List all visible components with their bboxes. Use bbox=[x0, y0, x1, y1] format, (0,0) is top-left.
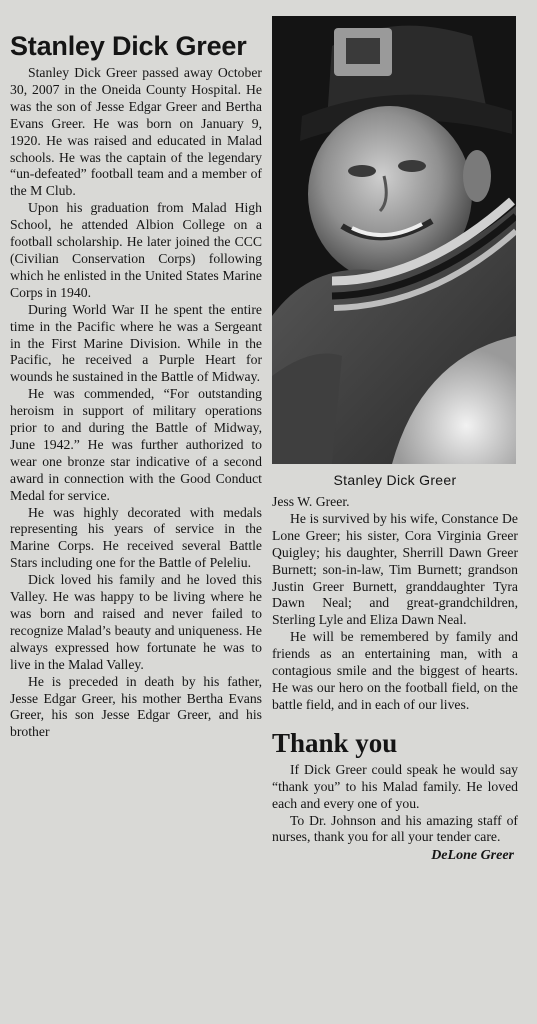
thank-you-paragraph: To Dr. Johnson and his amazing staff of nurses, thank you for all your tender care. bbox=[272, 812, 518, 845]
thank-you-heading: Thank you bbox=[272, 727, 398, 758]
portrait-photo bbox=[272, 16, 516, 464]
obituary-right-column bbox=[272, 16, 518, 864]
obituary-left-column bbox=[10, 30, 262, 741]
signature: DeLone Greer bbox=[431, 848, 514, 864]
photo-caption: Stanley Dick Greer bbox=[333, 472, 457, 488]
obituary-paragraph: He was commended, “For outstanding heroism in support of military operations prior to and during the Battle of Midway, June 1942.” He was further authorized to wear one bronze star indicative of a second award in connection with the Good Conduct Medal for service. bbox=[10, 386, 262, 503]
obituary-paragraph: He is preceded in death by his father, Jesse Edgar Greer, his mother Bertha Evans Greer, his son Jesse Edgar Greer, and his brother bbox=[10, 673, 262, 740]
obituary-continuation: Jess W. Greer. bbox=[272, 494, 350, 509]
obituary-paragraph: Upon his graduation from Malad High School, he attended Albion College on a football scholarship. He later joined the CCC (Civilian Conservation Corps) following which he enlisted in the United States Marine Corps in 1940. bbox=[10, 200, 262, 300]
obituary-headline: Stanley Dick Greer bbox=[10, 31, 247, 61]
obituary-paragraph: He is survived by his wife, Constance De Lone Greer; his sister, Cora Virginia Greer Quigley; his daughter, Sherrill Dawn Greer Burnett; son-in-law, Tim Burnett; grandson Justin Greer Burnett, granddaughter Tyra Dawn Neal; and great-grandchildren, Sterling Lyle and Eliza Dawn Neal. bbox=[272, 510, 518, 628]
portrait-illustration bbox=[272, 16, 516, 464]
obituary-paragraph: Stanley Dick Greer passed away October 30, 2007 in the Oneida County Hospital. He was the son of Jesse Edgar Greer and Bertha Evans Greer. He was born on January 9, 1920. He was raised and educated in Malad schools. He was the captain of the legendary “un-defeated” football team and a member of the M Club. bbox=[10, 65, 262, 199]
obituary-paragraph: Dick loved his family and he loved this Valley. He was happy to be living where he was born and raised and never failed to recognize Malad’s beauty and uniqueness. He always expressed how fortunate he was to live in the Malad Valley. bbox=[10, 572, 262, 672]
obituary-paragraph: He was highly decorated with medals representing his years of service in the Marine Corps. He received several Battle Stars including one for the Battle of Peleliu. bbox=[10, 504, 262, 571]
thank-you-paragraph: If Dick Greer could speak he would say “thank you” to his Malad family. He loved each and every one of you. bbox=[272, 761, 518, 811]
obituary-paragraph: During World War II he spent the entire time in the Pacific where he was a Sergeant in the First Marine Division. While in the Pacific, he received a Purple Heart for wounds he sustained in the Battle of Midway. bbox=[10, 301, 262, 385]
obituary-paragraph: He will be remembered by family and friends as an entertaining man, with a contagious smile and the biggest of hearts. He was our hero on the football field, on the battle field, and in each of our lives. bbox=[272, 629, 518, 712]
